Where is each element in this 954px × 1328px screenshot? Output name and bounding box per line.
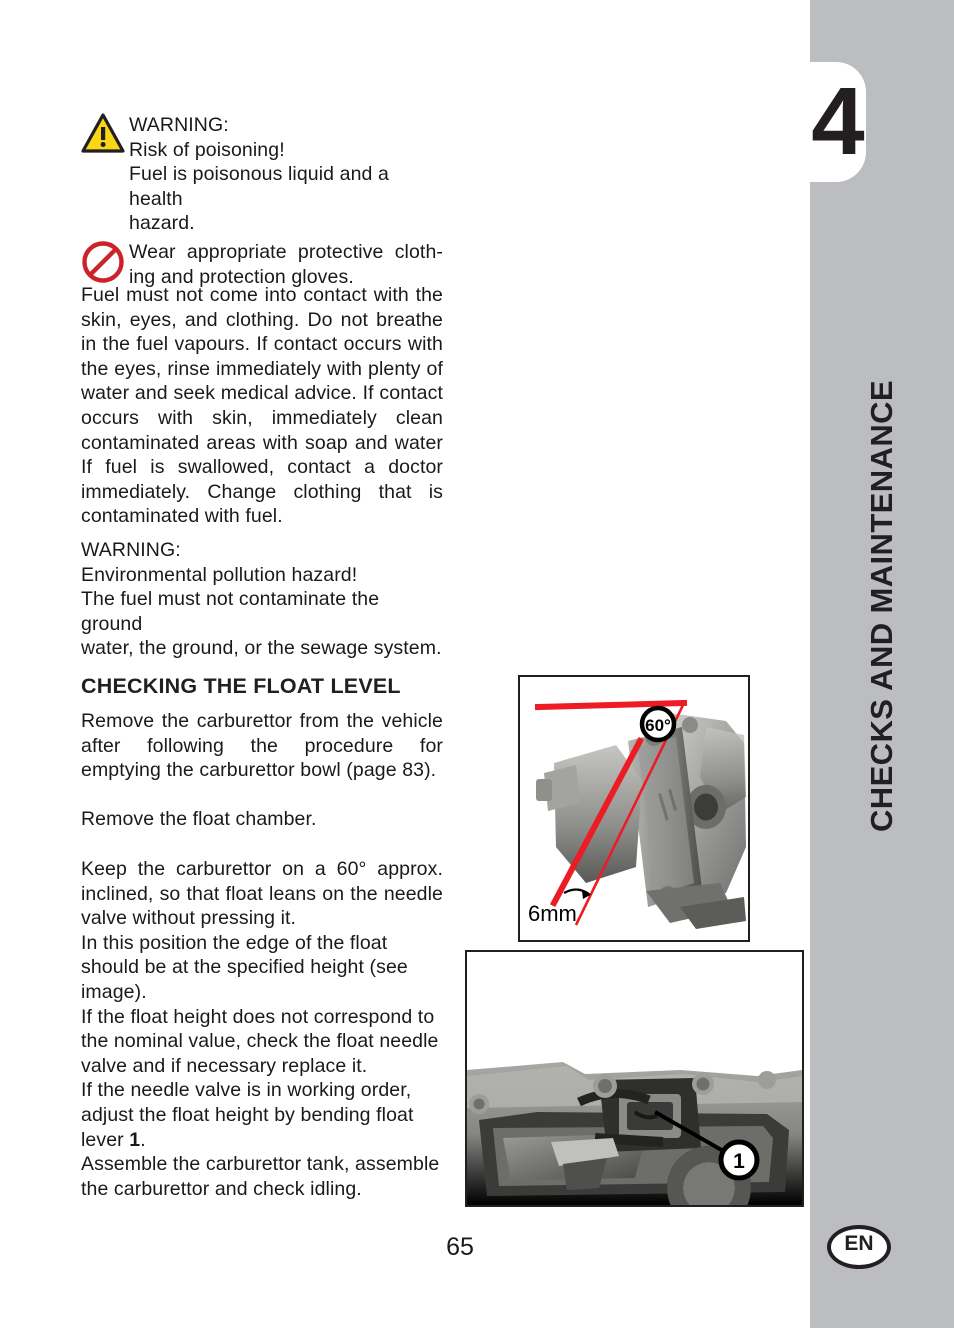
page-number: 65 [446,1233,474,1261]
svg-text:1: 1 [733,1150,745,1173]
warning-row-poisoning [81,113,443,236]
prohibition-icon [81,240,127,284]
float-procedure-part-3: If the float height does not correspond to the nominal value, check the float needle valve and if necessary replace it. [81,1005,439,1077]
warning-line: hazard. [129,212,195,235]
warning-line: WARNING: [129,114,229,136]
figure-carburettor-inclination [518,675,750,942]
environment-line: WARNING: [81,539,181,561]
warning-triangle-icon [81,113,127,157]
float-procedure-part-2: In this position the edge of the float should be at the specified height (see image). [81,931,408,1003]
chapter-number: 4 [811,68,863,175]
float-procedure-part-5: Assemble the carburettor tank, assemble the carburettor and check idling. [81,1153,440,1200]
svg-text:6mm: 6mm [528,901,577,926]
warning-line: ing and protection gloves. [129,265,354,288]
float-procedure-part-4 [81,1078,443,1152]
chapter-tab [808,62,866,182]
float-lever-reference: 1 [129,1128,141,1151]
paragraph-environment [81,538,443,661]
float-procedure-part-1: Keep the carburettor on a 60° approx. inclined, so that float leans on the needle valve without pressing it. [81,858,443,930]
language-badge: EN [827,1225,891,1269]
float-procedure-part-4-end: . [140,1128,146,1151]
section-heading-float-level: CHECKING THE FLOAT LEVEL [81,674,401,698]
float-procedure-part-4-text: If the needle valve is in working order, adjust the float height by bending float lever [81,1079,414,1151]
chapter-rail [810,0,954,1328]
warning-block [81,113,443,289]
paragraph-remove-carburettor: Remove the carburettor from the vehicle after following the procedure for emptying the carburettor bowl (page 83). [81,710,443,782]
warning-line: Fuel is poisonous liquid and a health [129,163,389,210]
environment-line: Environmental pollution hazard! [81,563,358,586]
warning-row-protective-clothing [81,240,443,289]
warning-poisoning-text [129,113,443,236]
paragraph-remove-chamber: Remove the float chamber. [81,808,317,830]
chapter-title: CHECKS AND MAINTENANCE [864,380,899,832]
svg-text:60°: 60° [645,716,671,735]
paragraph-fuel-contact: Fuel must not come into contact with the skin, eyes, and clothing. Do not breathe in the fuel vapours. If contact occurs with the eyes, rinse immediately with plenty of water and seek medical advice. If contact occurs with skin, immediately clean contaminated areas with soap and water If fuel is swallowed, contact a doctor immediately. Change clothing that is contaminated with fuel. [81,284,443,528]
warning-clothing-text [129,240,443,289]
warning-line: Risk of poisoning! [129,138,285,161]
environment-line: The fuel must not contaminate the ground [81,588,380,635]
environment-line: water, the ground, or the sewage system. [81,637,442,660]
figure-float-lever [465,950,804,1207]
paragraph-float-procedure [81,857,443,1201]
warning-line: Wear appropriate protective cloth- [129,240,443,263]
